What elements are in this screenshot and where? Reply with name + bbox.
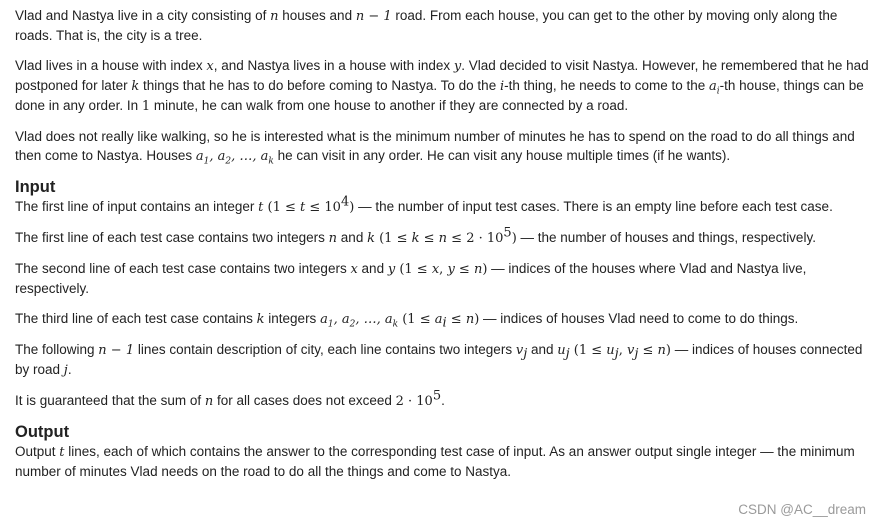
input-paragraph-6 (15, 388, 877, 411)
math-v: v (626, 343, 635, 358)
math-t: t (300, 200, 306, 215)
text: — the number of input test cases. There is an empty line before each test case. (354, 199, 833, 214)
watermark: CSDN @AC__dream (738, 502, 866, 517)
math-n-minus-1: n − 1 (98, 343, 135, 358)
text: -th house, things can be done in any order. In (15, 78, 864, 113)
text: . (67, 362, 72, 377)
math-t: t (59, 445, 65, 460)
text: — indices of houses Vlad need to come to do things. (479, 311, 799, 326)
text: lines, each of which contains the answer to the corresponding test case of input. As an answer output single integer — the minimum number of minutes Vlad needs on the road to do all the things and come to Nastya. (15, 444, 855, 479)
math-n-minus-1: n − 1 (355, 9, 392, 24)
math: (1 ≤ (398, 312, 435, 327)
math-x: x (206, 59, 214, 74)
text: Vlad lives in a house with index (15, 58, 207, 73)
math-one: 1 (141, 99, 151, 114)
math-n: n (465, 312, 475, 327)
text: . (441, 393, 445, 408)
math: 2 · 10 (395, 394, 433, 409)
math-u: u (557, 343, 566, 358)
math-sub: 1 (203, 156, 210, 167)
text: — indices of the houses where Vlad and Nastya live, respectively. (15, 261, 807, 296)
math-sep: , (618, 343, 627, 358)
math-n: n (204, 394, 214, 409)
input-heading: Input (15, 178, 56, 196)
math-u: u (606, 343, 615, 358)
text: Output (15, 444, 60, 459)
text: The following (15, 342, 99, 357)
statement-paragraph-2 (15, 56, 877, 116)
math-k: k (256, 312, 265, 327)
math-a: a (260, 149, 269, 164)
text: — the number of houses and things, respectively. (516, 230, 816, 245)
math-sep: , …, (231, 149, 261, 164)
math-n: n (328, 231, 338, 246)
text: . Vlad decided to visit Nastya. However, he remembered that he had postponed for later (15, 58, 869, 93)
math-sub: j (614, 346, 619, 362)
math: ) (665, 343, 671, 358)
math-a-list (195, 149, 274, 167)
input-paragraph-1 (15, 194, 877, 217)
math-a: a (384, 312, 393, 327)
math: ) (349, 200, 355, 215)
text: The second line of each test case contains two integers (15, 261, 351, 276)
math-sub: j (523, 346, 528, 362)
output-paragraph-1 (15, 442, 877, 481)
math-sub: 1 (327, 319, 334, 330)
text: and (357, 261, 388, 276)
math-sub: j (565, 346, 570, 362)
math: , (439, 262, 448, 277)
math-k: k (131, 79, 140, 94)
math: (1 ≤ (395, 262, 432, 277)
text: Vlad does not really like walking, so he is interested what is the minimum number of minutes he has to spend on the road to do all things and then come to Nastya. Houses (15, 129, 855, 163)
statement-paragraph-1 (15, 6, 877, 45)
input-paragraph-5 (15, 340, 877, 380)
text: Vlad and Nastya live in a city consisting of (15, 8, 271, 23)
text: , and Nastya lives in a house with index (213, 58, 454, 73)
math-a: a (195, 149, 204, 164)
problem-statement (15, 6, 877, 492)
input-paragraph-3 (15, 259, 877, 298)
output-heading: Output (15, 423, 70, 441)
math-exp: 5 (432, 388, 442, 404)
text: -th thing, he needs to come to the (504, 78, 710, 93)
text: lines contain description of city, each line contains two integers (134, 342, 516, 357)
text: It is guaranteed that the sum of (15, 393, 205, 408)
math: ) (474, 312, 480, 327)
text: he can visit in any order. He can visit any house multiple times (if he wants). (273, 148, 731, 163)
input-paragraph-4 (15, 309, 877, 329)
math-sep: , …, (355, 312, 385, 327)
math-t: t (258, 200, 264, 215)
math: (1 ≤ (374, 231, 412, 246)
text: and (527, 342, 558, 357)
text: The third line of each test case contains (15, 311, 257, 326)
math-sub: i (442, 315, 447, 331)
math-n: n (270, 9, 279, 24)
math: ≤ (446, 312, 466, 327)
math-sub: 2 (349, 319, 356, 330)
math: ≤ 2 · 10 (447, 231, 504, 246)
math: ≤ 10 (305, 200, 341, 215)
math-a: a (709, 79, 717, 94)
math-n: n (657, 343, 666, 358)
math: (1 ≤ (569, 343, 607, 358)
math-sub: i (716, 86, 720, 97)
math-i: i (499, 79, 505, 94)
text: things that he has to do before coming to Nastya. To do the (139, 78, 500, 93)
input-paragraph-2 (15, 225, 877, 248)
text: for all cases does not exceed (213, 393, 396, 408)
text: houses and (278, 8, 356, 23)
math-y: y (387, 262, 396, 277)
math-a: a (434, 312, 443, 327)
math-n: n (473, 262, 483, 277)
text: The first line of each test case contains two integers (15, 230, 329, 245)
math: (1 ≤ (263, 200, 301, 215)
text: — indices of houses connected by road (15, 342, 863, 377)
math: ) (511, 231, 517, 246)
text: minute, he can walk from one house to another if they are connected by a road. (150, 98, 629, 113)
math-a-list (320, 312, 399, 330)
math-exp: 4 (340, 194, 350, 210)
math-n: n (438, 231, 448, 246)
math-sep: , (209, 149, 218, 164)
math-j: j (63, 363, 68, 378)
text: road. From each house, you can get to the other by moving only along the roads. That is, the city is a tree. (15, 8, 838, 43)
math-y: y (447, 262, 455, 277)
text: integers (264, 311, 321, 326)
math-x: x (350, 262, 358, 277)
math-a-i (709, 79, 720, 97)
math-k: k (411, 231, 420, 246)
math: ≤ (638, 343, 658, 358)
text: and (337, 230, 368, 245)
math-k: k (367, 231, 375, 246)
math-y: y (453, 59, 462, 74)
math-a: a (320, 312, 328, 327)
math-sub: k (268, 156, 274, 167)
statement-paragraph-3 (15, 127, 877, 166)
math-sub: j (634, 346, 639, 362)
math: ≤ (454, 262, 474, 277)
math: ≤ (419, 231, 439, 246)
math-sep: , (333, 312, 342, 327)
math-sub: k (392, 319, 399, 330)
math-a: a (217, 149, 226, 164)
math-exp: 5 (503, 225, 512, 241)
math-a: a (341, 312, 350, 327)
math: ) (482, 262, 488, 277)
math-x: x (431, 262, 440, 277)
math-v: v (515, 343, 524, 358)
text: The first line of input contains an integer (15, 199, 259, 214)
math-sub: 2 (225, 156, 232, 167)
